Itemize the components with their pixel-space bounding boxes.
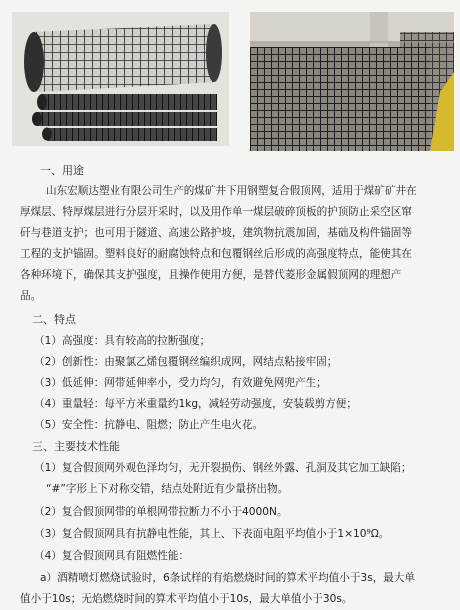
spec-line: （3）复合假顶网具有抗静电性能，其上、下表面电阻平均值小于1×10⁹Ω。: [34, 528, 390, 540]
section-heading-usage: 一、用途: [40, 164, 84, 177]
product-photos: [0, 0, 460, 150]
paragraph-line: 各种环境下，确保其支护强度，且操作使用方便，是替代菱形金属假顶网的理想产: [20, 269, 402, 281]
paragraph-line: 厚煤层、特厚煤层进行分层开采时，以及用作单一煤层破碎顶板的护顶防止采空区窜: [20, 206, 412, 218]
feature-item: （1）高强度：具有较高的拉断强度；: [34, 335, 211, 347]
feature-item: （4）重量轻：每平方米重量约1kg，减轻劳动强度，安装载剪方便；: [34, 398, 357, 410]
spec-line: （2）复合假顶网带的单根网带拉断力不小于4000N。: [34, 506, 288, 518]
feature-item: （3）低延伸：网带延伸率小，受力均匀，有效避免网兜产生；: [34, 377, 327, 389]
section-heading-features: 二、特点: [32, 313, 76, 326]
paragraph-line: 品。: [20, 290, 42, 302]
spec-line: “#”字形上下对称交错，结点处附近有少量挤出物。: [46, 483, 289, 495]
feature-item: （2）创新性：由聚氯乙烯包覆钢丝编织成网，网结点粘接牢固；: [34, 356, 338, 368]
spec-line: 值小于10s；无焰燃烧时间的算术平均值小于10s，最大单值小于30s。: [20, 593, 353, 605]
section-heading-specs: 三、主要技术性能: [32, 440, 120, 453]
paragraph-line: 山东宏顺达塑业有限公司生产的煤矿井下用钢塑复合假顶网，适用于煤矿矿井在: [46, 185, 417, 197]
rolled-mesh-photo: [12, 12, 229, 146]
paragraph-line: 矸与巷道支护；也可用于隧道、高速公路护坡，建筑物抗震加固，基础及构件锚固等: [20, 227, 412, 239]
spec-line: （1）复合假顶网外观色泽均匀，无开裂损伤、钢丝外露、孔洞及其它加工缺陷；: [34, 462, 412, 474]
spec-line: a）酒精喷灯燃烧试验时，6条试样的有焰燃烧时间的算术平均值小于3s，最大单: [40, 572, 416, 584]
paragraph-line: 工程的支护锚固。塑料良好的耐腐蚀特点和包覆钢丝后形成的高强度特点，能使其在: [20, 248, 412, 260]
feature-item: （5）安全性：抗静电、阻燃；防止产生电火花。: [34, 419, 264, 431]
spec-line: （4）复合假顶网具有阻燃性能：: [34, 550, 190, 562]
stacked-mesh-rolls-photo: [250, 12, 454, 151]
